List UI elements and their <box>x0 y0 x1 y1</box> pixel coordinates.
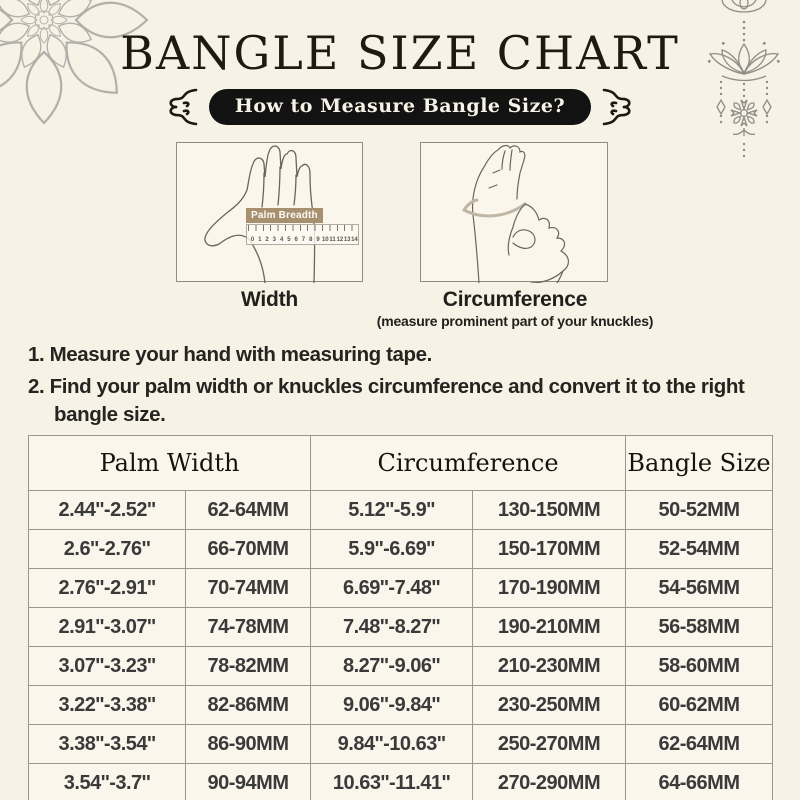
bangle-size-table <box>28 435 773 800</box>
ruler-number: 5 <box>287 237 291 243</box>
size-cell: 230-250MM <box>473 686 626 725</box>
size-cell: 78-82MM <box>186 647 311 686</box>
size-cell: 64-66MM <box>626 764 773 800</box>
page-title: BANGLE SIZE CHART <box>120 26 680 80</box>
ruler-number: 11 <box>329 237 336 243</box>
ruler-number: 14 <box>351 237 358 243</box>
ruler-number: 6 <box>294 237 298 243</box>
size-cell: 5.12''-5.9'' <box>311 491 473 530</box>
size-cell: 7.48''-8.27'' <box>311 608 473 647</box>
instruction-2: 2. Find your palm width or knuckles circumference and convert it to the right bangle size. <box>28 375 745 426</box>
ruler-number: 12 <box>336 237 344 243</box>
instruction-1: 1. Measure your hand with measuring tape. <box>28 343 432 366</box>
ruler-ticks <box>248 225 357 231</box>
size-cell: 3.22''-3.38'' <box>29 686 186 725</box>
size-cell: 10.63''-11.41'' <box>311 764 473 800</box>
width-illustration-box <box>176 142 363 282</box>
header-palm-width: Palm Width <box>29 436 311 491</box>
size-cell: 3.07''-3.23'' <box>29 647 186 686</box>
right-flourish-icon <box>600 87 634 127</box>
table-row <box>29 530 773 569</box>
table-row <box>29 686 773 725</box>
ruler-number: 2 <box>265 237 269 243</box>
size-cell: 170-190MM <box>473 569 626 608</box>
size-cell: 70-74MM <box>186 569 311 608</box>
size-cell: 6.69''-7.48'' <box>311 569 473 608</box>
size-cell: 74-78MM <box>186 608 311 647</box>
size-cell: 58-60MM <box>626 647 773 686</box>
ruler-number: 8 <box>309 237 313 243</box>
size-cell: 52-54MM <box>626 530 773 569</box>
table-body <box>29 491 773 800</box>
size-cell: 150-170MM <box>473 530 626 569</box>
header-bangle-size: Bangle Size <box>626 436 773 491</box>
size-cell: 210-230MM <box>473 647 626 686</box>
header-circumference: Circumference <box>311 436 626 491</box>
ruler-number: 4 <box>279 237 284 243</box>
table-row <box>29 725 773 764</box>
size-cell: 250-270MM <box>473 725 626 764</box>
table-row <box>29 491 773 530</box>
size-cell: 190-210MM <box>473 608 626 647</box>
ruler <box>246 224 359 245</box>
width-caption: Width <box>240 288 299 311</box>
ruler-number: 10 <box>321 237 329 243</box>
size-cell: 50-52MM <box>626 491 773 530</box>
lotus-hanging-ornament <box>696 0 792 162</box>
table-row <box>29 569 773 608</box>
size-cell: 3.38''-3.54'' <box>29 725 186 764</box>
size-cell: 2.76''-2.91'' <box>29 569 186 608</box>
size-cell: 2.91''-3.07'' <box>29 608 186 647</box>
measure-pill: How to Measure Bangle Size? <box>209 89 591 125</box>
size-cell: 2.44''-2.52'' <box>29 491 186 530</box>
circumference-caption <box>370 288 660 329</box>
ruler-number: 1 <box>258 237 262 243</box>
size-cell: 62-64MM <box>626 725 773 764</box>
table-row <box>29 764 773 800</box>
palm-breadth-label: Palm Breadth <box>246 208 323 223</box>
size-cell: 130-150MM <box>473 491 626 530</box>
circumference-caption-text: Circumference <box>442 288 588 311</box>
size-cell: 86-90MM <box>186 725 311 764</box>
table-row <box>29 647 773 686</box>
knuckle-measure-hand-illustration <box>421 143 609 283</box>
instructions <box>28 341 766 433</box>
ruler-numbers <box>249 237 358 243</box>
size-cell: 60-62MM <box>626 686 773 725</box>
ruler-number: 13 <box>343 237 351 243</box>
size-cell: 9.84''-10.63'' <box>311 725 473 764</box>
ruler-number: 9 <box>316 237 320 243</box>
size-cell: 9.06''-9.84'' <box>311 686 473 725</box>
size-cell: 3.54''-3.7'' <box>29 764 186 800</box>
size-cell: 62-64MM <box>186 491 311 530</box>
size-cell: 90-94MM <box>186 764 311 800</box>
ruler-number: 0 <box>250 237 255 243</box>
size-cell: 56-58MM <box>626 608 773 647</box>
size-cell: 2.6''-2.76'' <box>29 530 186 569</box>
size-cell: 270-290MM <box>473 764 626 800</box>
size-cell: 8.27''-9.06'' <box>311 647 473 686</box>
table-header-row <box>29 436 773 491</box>
circumference-note: (measure prominent part of your knuckles) <box>376 313 654 329</box>
size-cell: 82-86MM <box>186 686 311 725</box>
ruler-number: 7 <box>301 237 306 243</box>
ruler-number: 3 <box>272 237 277 243</box>
size-cell: 5.9''-6.69'' <box>311 530 473 569</box>
measure-pill-row <box>0 87 800 127</box>
size-cell: 66-70MM <box>186 530 311 569</box>
table-row <box>29 608 773 647</box>
circumference-illustration-box <box>420 142 608 282</box>
size-cell: 54-56MM <box>626 569 773 608</box>
left-flourish-icon <box>166 87 200 127</box>
